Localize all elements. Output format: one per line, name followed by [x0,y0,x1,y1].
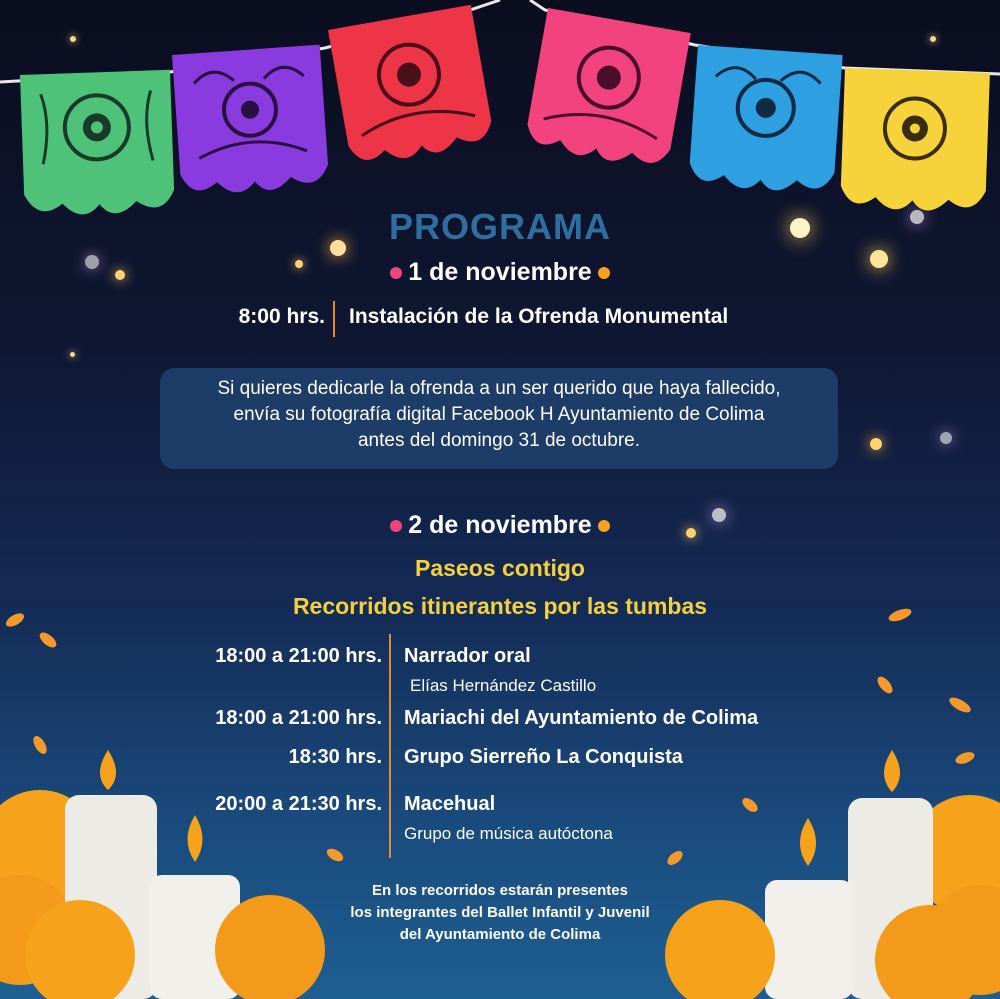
left-candles [0,750,325,999]
day1-date [0,258,1000,287]
papel-picado-banner [0,0,1000,230]
banner-purple [172,45,330,197]
page-title: PROGRAMA [389,206,611,247]
notice-line: Si quieres dedicarle la ofrenda a un ser querido que haya fallecido, [217,378,781,399]
divider [333,301,335,337]
event-time: 18:00 a 21:00 hrs. [215,645,382,667]
candles-marigolds-decoration [0,600,1000,999]
bokeh-light [940,432,952,444]
day2-subtitle: Paseos contigo [415,555,585,581]
event-time: 18:30 hrs. [288,746,382,768]
footer-line: los integrantes del Ballet Infantil y Juvenil [350,904,650,921]
notice-line: envía su fotografía digital Facebook H Ayuntamiento de Colima [233,404,765,425]
day2-date-label: 2 de noviembre [408,511,592,539]
banner-yellow [840,68,990,212]
notice-line: antes del domingo 31 de octubre. [357,430,641,451]
day1-date-label: 1 de noviembre [408,258,592,286]
notice-box [160,368,838,469]
event-detail: Grupo de música autóctona [404,824,613,843]
bokeh-light [870,438,882,450]
day1-activity: Instalación de la Ofrenda Monumental [349,305,729,328]
banner-pink [524,8,691,171]
footer-line: En los recorridos estarán presentes [372,882,628,899]
day2-subtitle-2: Recorridos itinerantes por las tumbas [292,593,708,619]
footer-line: del Ayuntamiento de Colima [399,926,601,943]
flower-icon [390,520,402,532]
day2-date [0,511,1000,540]
banner-red [328,5,495,168]
flower-icon [598,267,610,279]
banner-green [20,70,175,217]
flower-icon [390,267,402,279]
event-detail: Elías Hernández Castillo [410,676,597,695]
event-activity: Macehual [404,793,496,815]
day1-time: 8:00 hrs. [238,305,325,328]
event-time: 20:00 a 21:30 hrs. [215,793,382,815]
banner-blue [688,45,842,194]
event-time: 18:00 a 21:00 hrs. [215,707,382,729]
bokeh-light [70,352,75,357]
right-candles [665,750,1000,999]
flower-icon [598,520,610,532]
event-activity: Narrador oral [404,645,531,667]
event-activity: Grupo Sierreño La Conquista [404,746,683,768]
event-activity: Mariachi del Ayuntamiento de Colima [404,707,759,729]
